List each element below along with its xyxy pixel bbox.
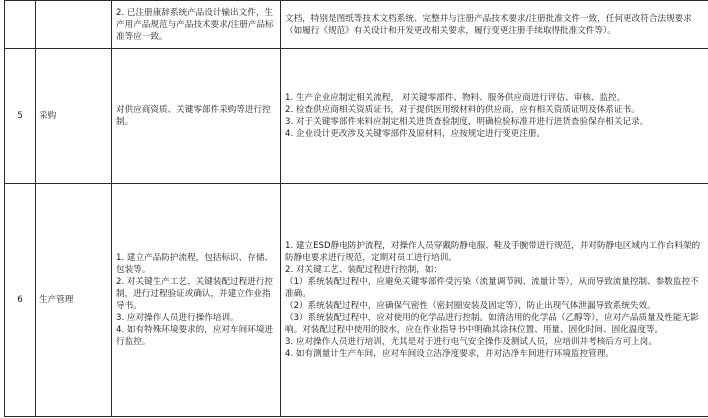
row-requirement <box>112 184 281 417</box>
check-item: （3）系统装配过程中，应对使用的化学品进行控制。如清洁用的化学品（乙醇等），应对产品质量及性能无影响。对装配过程中使用的胶水，应在作业指导书中明确其涂抹位置、用量、固化时间、固化温度等。 <box>285 313 699 335</box>
requirement-item: 1. 建立产品防护流程，包括标识、存储、包装等。 <box>116 253 274 275</box>
check-item: （1）系统装配过程中，应避免关键零部件受污染（流量调节阀、流量计等），从而导致流量控制、参数监控不准确。 <box>285 277 699 299</box>
table-row <box>5 184 708 417</box>
row-requirement: 对供应商资质、关键零部件采购等进行控制。 <box>112 49 281 184</box>
check-item: （2）系统装配过程中，应确保气密性（密封圈安装及固定等），防止出现气体泄漏导致系统失效。 <box>285 301 656 311</box>
requirement-item: 2. 对关键生产工艺、关键装配过程进行控制，进行过程验证或确认，并建立作业指导书。 <box>116 277 274 311</box>
check-item: 1. 生产企业应制定相关流程， 对关键零部件、物料、服务供应商进行评估、审核、监控。 <box>285 93 626 103</box>
requirement-item: 4. 如有特殊环境要求的，应对车间环境进行监控。 <box>116 325 274 347</box>
check-item: 4. 企业设计更改涉及关键零部件及原材料，应按规定进行变更注册。 <box>285 129 546 139</box>
row-category: 生产管理 <box>36 184 112 417</box>
row-checks <box>281 1 708 49</box>
row-number <box>5 1 36 49</box>
table-row <box>5 1 708 49</box>
check-item: 1. 建立ESD静电防护流程，对操作人员穿戴防静电服、鞋及手腕带进行规范，并对防静电区域内工作台料架的防静电要求进行规范，定期对员工进行培训。 <box>285 241 701 263</box>
row-number: 5 <box>5 49 36 184</box>
check-item: 文档，特别是图纸等技术文档系统、完整并与注册产品技术要求/注册批准文件一致，任何更改符合法规要求（如履行《规范》有关设计和开发更改相关要求，履行变更注册手续取得批准文件等）。 <box>285 13 692 36</box>
check-item: 3. 应对操作人员进行培训，尤其是对于进行电气安全操作及测试人员，应培训并考核后方可上岗。 <box>285 337 657 347</box>
check-item: 4. 如有测量计生产车间，应对车间设立洁净度要求，并对洁净车间进行环境监控管理。 <box>285 349 614 359</box>
check-item: 2. 检查供应商相关资质证书，对于提供医用级材料的供应商，应有相关资质证明及体系证书。 <box>285 105 640 115</box>
row-number: 6 <box>5 184 36 417</box>
check-item: 2. 对关键工艺、装配过程进行控制，如： <box>285 265 443 275</box>
requirements-table <box>4 0 708 417</box>
row-category <box>36 1 112 49</box>
row-category: 采购 <box>36 49 112 184</box>
table-row <box>5 49 708 184</box>
row-checks <box>281 49 708 184</box>
requirement-item: 3. 应对操作人员进行操作培训。 <box>116 313 239 323</box>
row-requirement: 2. 已注册康辞系统产品设计输出文件，生产用产品规范与产品技术要求/注册产品标准等应一致。 <box>112 1 281 49</box>
row-checks <box>281 184 708 417</box>
check-item: 3. 对于关键零部件来料应制定相关进货查验制度，明确检验标准并进行进货查验保存相关记录。 <box>285 117 649 127</box>
